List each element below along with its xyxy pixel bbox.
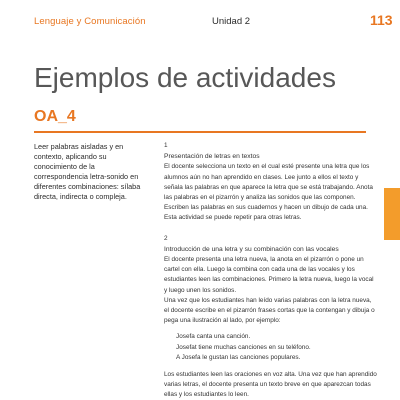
activity-text: Una vez que los estudiantes han leído varias palabras con la letra nueva, el docente escribe en el pizarrón frases cortas que la contengan y dibuja o pega una ilustración al lado, por ejemplo: <box>164 296 375 325</box>
header-unit: Unidad 2 <box>212 16 251 27</box>
side-tab-marker <box>384 188 400 240</box>
objective-code: OA_4 <box>34 108 76 125</box>
objective-description: Leer palabras aisladas y en contexto, aplicando su conocimiento de la correspondencia letra-sonido en diferentes combinaciones: sílaba directa, indirecta o compleja. <box>34 142 141 201</box>
activity-text: El docente selecciona un texto en el cual esté presente una letra que los alumnos aún no han aprendido en clases. Lee junto a ellos el texto y señala las palabras en que aparece la letra que se está trabajando. Anota las palabras en el pizarrón y analiza las sonidos que las componen. Escriben las palabras en sus cuadernos y hacen un dibujo de cada una. Esta actividad se puede repetir para otras letras. <box>164 163 373 222</box>
example-sentences <box>176 332 378 363</box>
activity-text: Los estudiantes leen las oraciones en voz alta. Una vez que han aprendido varias letras, el docente presenta un texto breve en que aparezcan todas ellas y los estudiantes lo leen. <box>164 370 377 399</box>
activity-text: El docente presenta una letra nueva, la anota en el pizarrón o pone un cartel con ella. Luego la combina con cada una de las vocales y los estudiantes leen las combinaciones. Primero la letra nueva, luego la vocal y luego unen los sonidos. <box>164 256 374 294</box>
example-sentence: Josefat tiene muchas canciones en su teléfono. <box>176 343 311 351</box>
page-title: Ejemplos de actividades <box>34 62 336 93</box>
example-sentence: Josefa canta una canción. <box>176 333 251 341</box>
example-sentence: A Josefa le gustan las canciones populares. <box>176 354 301 362</box>
header-section-name: Lenguaje y Comunicación <box>34 16 146 27</box>
activities-column <box>164 141 378 400</box>
activity-number: 2 <box>164 234 168 242</box>
activity-title: Introducción de una letra y su combinación con las vocales <box>164 245 339 253</box>
page-number: 113 <box>370 12 393 28</box>
activity-number: 1 <box>164 142 168 149</box>
section-divider <box>34 131 366 133</box>
activity-title: Presentación de letras en textos <box>164 153 260 161</box>
